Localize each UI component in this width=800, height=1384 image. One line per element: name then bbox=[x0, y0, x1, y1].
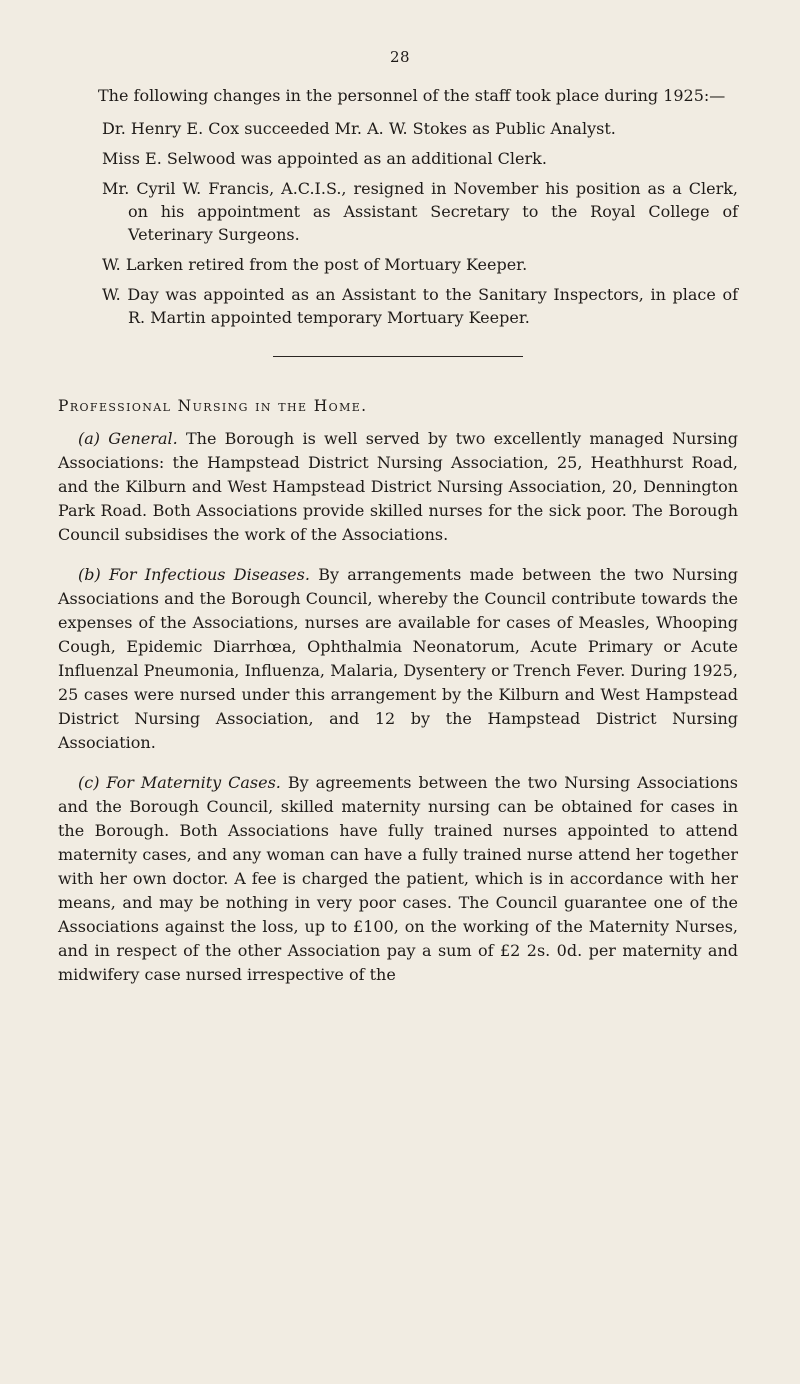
paragraph-text: By arrangements made between the two Nursing Associations and the Borough Council, whereby the Council contribute towards the expenses of the Associations, nurses are available for cases of Measles, Whooping Cough, Epidemic Diarrhœa, Ophthalmia Neonatorum, Acute Primary or Acute Influenzal Pneumonia, Influenza, Malaria, Dysentery or Trench Fever. During 1925, 25 cases were nursed under this arrangement by the Kilburn and West Hampstead District Nursing Association, and 12 by the Hampstead District Nursing Association. bbox=[58, 565, 739, 752]
section-heading: Professional Nursing in the Home. bbox=[58, 397, 368, 415]
paragraph-text: The Borough is well served by two excellently managed Nursing Associations: the Hampstead District Nursing Association, 25, Heathhurst Road, and the Kilburn and West Hampstead District Nursing Association, 20, Dennington Park Road. Both Associations provide skilled nurses for the sick poor. The Borough Council subsidises the work of the Associations. bbox=[58, 429, 738, 544]
intro-paragraph: The following changes in the personnel of the staff took place during 1925:— bbox=[98, 86, 726, 105]
staff-change-item: Dr. Henry E. Cox succeeded Mr. A. W. Stokes as Public Analyst. bbox=[102, 119, 616, 138]
staff-change-item: Miss E. Selwood was appointed as an additional Clerk. bbox=[102, 149, 547, 168]
page-content bbox=[58, 84, 738, 987]
paragraph-general bbox=[58, 427, 738, 547]
page-number: 28 bbox=[389, 48, 411, 66]
staff-changes-list bbox=[58, 117, 738, 329]
staff-change-item: W. Day was appointed as an Assistant to the Sanitary Inspectors, in place of R. Martin appointed temporary Mortuary Keeper. bbox=[102, 285, 738, 327]
paragraph-text: By agreements between the two Nursing Associations and the Borough Council, skilled maternity nursing can be obtained for cases in the Borough. Both Associations have fully trained nurses appointed to attend maternity cases, and any woman can have a fully trained nurse attend her together with her own doctor. A fee is charged the patient, which is in accordance with her means, and may be nothing in very poor cases. The Council guarantee one of the Associations against the loss, up to £100, on the working of the Maternity Nurses, and in respect of the other Association pay a sum of £2 2s. 0d. per maternity and midwifery case nursed irrespective of the bbox=[58, 773, 738, 984]
paragraph-label: (b) For Infectious Diseases. bbox=[78, 565, 310, 584]
paragraph-label: (a) General. bbox=[78, 429, 178, 448]
paragraph-infectious-diseases bbox=[58, 563, 738, 755]
paragraph-maternity-cases bbox=[58, 771, 738, 987]
staff-change-item: Mr. Cyril W. Francis, A.C.I.S., resigned in November his position as a Clerk, on his appointment as Assistant Secretary to the Royal College of Veterinary Surgeons. bbox=[102, 179, 738, 244]
staff-change-item: W. Larken retired from the post of Mortuary Keeper. bbox=[102, 255, 528, 274]
section-divider bbox=[273, 356, 523, 357]
paragraph-label: (c) For Maternity Cases. bbox=[78, 773, 281, 792]
